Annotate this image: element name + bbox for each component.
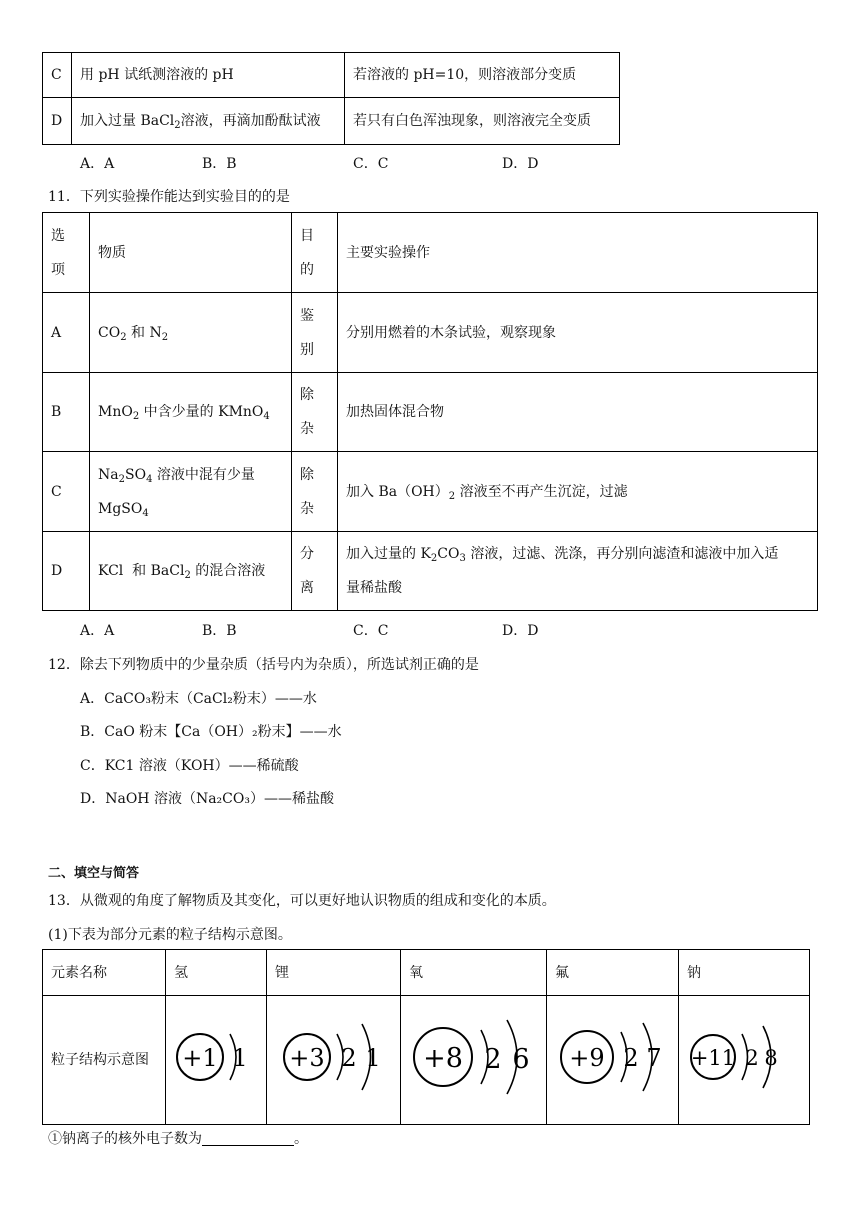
answer-blank[interactable]	[202, 1131, 294, 1146]
element-name-o: 氧	[401, 950, 547, 996]
operation-cell: 加入过量 BaCl$_2$溶液，再滴加酚酞试液	[72, 98, 345, 145]
conclusion-cell: 若只有白色浑浊现象，则溶液完全变质	[345, 98, 620, 145]
table-row	[43, 98, 620, 145]
choice-d[interactable]: D．D	[502, 623, 539, 639]
row-label: 元素名称	[43, 950, 166, 996]
q13-part1: (1)下表为部分元素的粒子结构示意图。	[48, 927, 292, 943]
svg-text:+9: +9	[569, 1044, 605, 1072]
svg-text:2: 2	[484, 1044, 502, 1075]
choice-b[interactable]: B．B	[202, 623, 237, 639]
element-table	[42, 949, 810, 1125]
q12-option-c[interactable]: C．KC1 溶液（KOH）——稀硫酸	[80, 758, 299, 774]
choice-d[interactable]: D．D	[502, 156, 539, 172]
substance-cell: $Na_2SO_4$ 溶液中混有少量 MgSO$_4$	[90, 452, 292, 532]
svg-text:2: 2	[623, 1044, 639, 1072]
table-row	[43, 53, 620, 98]
structure-o	[401, 996, 547, 1125]
q13-stem: 13．从微观的角度了解物质及其变化，可以更好地认识物质的组成和变化的本质。	[48, 893, 556, 909]
purpose-cell: 鉴 别	[292, 293, 338, 373]
element-name-li: 锂	[267, 950, 401, 996]
choice-b[interactable]: B．B	[202, 156, 237, 172]
option-cell: C	[43, 452, 90, 532]
svg-text:1: 1	[365, 1044, 381, 1072]
header-purpose: 目 的	[292, 213, 338, 293]
svg-text:+3: +3	[289, 1044, 325, 1072]
table-row	[43, 532, 818, 611]
svg-text:6: 6	[512, 1044, 530, 1075]
table-row	[43, 293, 818, 373]
operation-cell: 加热固体混合物	[338, 373, 818, 452]
svg-text:7: 7	[646, 1044, 662, 1072]
header-substance: 物质	[90, 213, 292, 293]
purpose-cell: 分 离	[292, 532, 338, 611]
svg-text:8: 8	[764, 1046, 778, 1070]
element-name-h: 氢	[166, 950, 267, 996]
svg-text:+1: +1	[182, 1044, 218, 1072]
structure-h	[166, 996, 267, 1125]
option-cell: B	[43, 373, 90, 452]
option-cell: D	[43, 532, 90, 611]
purpose-cell: 除 杂	[292, 452, 338, 532]
choice-c[interactable]: C．C	[353, 156, 389, 172]
atom-diagram-h	[166, 996, 266, 1118]
table-header-row	[43, 213, 818, 293]
choice-a[interactable]: A．A	[80, 156, 115, 172]
svg-text:+8: +8	[423, 1043, 463, 1074]
option-cell: C	[43, 53, 72, 98]
choice-c[interactable]: C．C	[353, 623, 389, 639]
svg-text:1: 1	[232, 1044, 248, 1072]
q13-sub1: ①钠离子的核外电子数为 。	[48, 1131, 308, 1147]
operation-cell: 加入过量的 $K_2CO_3$ 溶液，过滤、洗涤，再分别向滤渣和滤液中加入适 量稀盐酸	[338, 532, 818, 611]
choice-a[interactable]: A．A	[80, 623, 115, 639]
atom-diagram-li	[267, 996, 399, 1118]
structure-f	[547, 996, 679, 1125]
operation-cell: 加入 $Ba(OH)_2$ 溶液至不再产生沉淀，过滤	[338, 452, 818, 532]
element-name-row	[43, 950, 810, 996]
element-name-na: 钠	[679, 950, 810, 996]
structure-na	[679, 996, 810, 1125]
conclusion-cell: 若溶液的 pH=10，则溶液部分变质	[345, 53, 620, 98]
substance-cell: KCl 和 BaCl$_2$ 的混合溶液	[90, 532, 292, 611]
q10-table	[42, 52, 620, 145]
header-operation: 主要实验操作	[338, 213, 818, 293]
atom-diagram-f	[547, 996, 678, 1118]
substance-cell: MnO$_2$ 中含少量的 KMnO$_4$	[90, 373, 292, 452]
operation-cell: 分别用燃着的木条试验，观察现象	[338, 293, 818, 373]
structure-row	[43, 996, 810, 1125]
svg-text:2: 2	[745, 1046, 759, 1070]
option-cell: A	[43, 293, 90, 373]
header-option: 选 项	[43, 213, 90, 293]
element-name-f: 氟	[547, 950, 679, 996]
structure-li	[267, 996, 401, 1125]
q12-option-d[interactable]: D．NaOH 溶液（Na₂CO₃）——稀盐酸	[80, 791, 334, 807]
q11-stem: 11．下列实验操作能达到实验目的的是	[48, 189, 290, 205]
table-row	[43, 452, 818, 532]
q12-stem: 12．除去下列物质中的少量杂质（括号内为杂质），所选试剂正确的是	[48, 657, 479, 673]
operation-cell: 用 pH 试纸测溶液的 pH	[72, 53, 345, 98]
atom-diagram-o	[401, 996, 546, 1118]
atom-diagram-na	[679, 996, 804, 1118]
purpose-cell: 除 杂	[292, 373, 338, 452]
substance-cell: $CO_2$ 和 $N_2$	[90, 293, 292, 373]
svg-text:2: 2	[341, 1044, 357, 1072]
q12-option-a[interactable]: A．CaCO₃粉末（CaCl₂粉末）——水	[80, 691, 317, 707]
table-row	[43, 373, 818, 452]
svg-text:+11: +11	[690, 1046, 736, 1070]
option-cell: D	[43, 98, 72, 145]
section-title: 二、填空与简答	[48, 866, 140, 881]
q11-table	[42, 212, 818, 611]
row-label: 粒子结构示意图	[43, 996, 166, 1125]
q12-option-b[interactable]: B．CaO 粉末【Ca（OH）₂粉末】——水	[80, 724, 342, 740]
